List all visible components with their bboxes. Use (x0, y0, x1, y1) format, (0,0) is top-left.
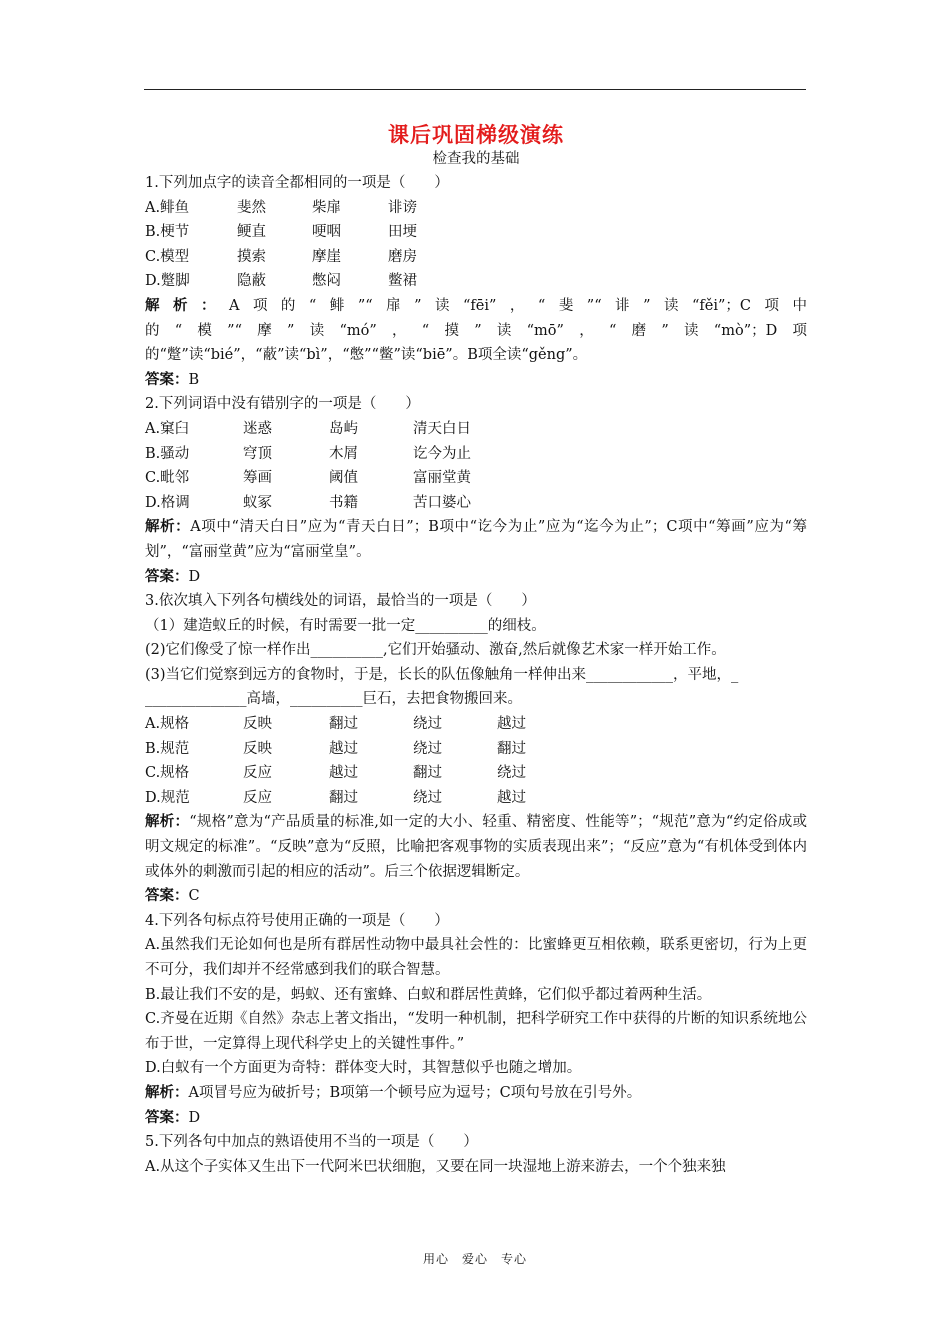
option-cell: 越过 (497, 716, 526, 733)
option-cell: 绕过 (497, 765, 526, 782)
option-cell: 绕过 (413, 716, 442, 733)
q3-option-b (145, 737, 807, 762)
q3-sentence-1: （1）建造蚁丘的时候，有时需要一批一定__________的细枝。 (145, 617, 546, 634)
option-cell: B.骚动 (145, 445, 190, 462)
option-cell: 摸索 (237, 248, 266, 265)
option-cell: 憋闷 (312, 273, 341, 290)
option-cell: D.规范 (145, 789, 190, 806)
q5-option-a: A.从这个子实体又生出下一代阿米巴状细胞，又要在同一块湿地上游来游去，一个个独来独 (145, 1158, 726, 1175)
q4-option-b: B.最让我们不安的是，蚂蚁、还有蜜蜂、白蚁和群居性黄蜂，它们似乎都过着两种生活。 (145, 986, 712, 1003)
q3-option-c (145, 761, 807, 786)
q1-answer (145, 368, 807, 393)
page-title: 课后巩固梯级演练 (388, 122, 564, 147)
analysis-text: A项的“鲱”“扉”读“fēi”，“斐”“诽”读“fěi”；C项中的“模”“摩”读“mó”，“摸”读“mō”，“磨”读“mò”；D项的“蹩”读“bié”，“蔽”读“bì”，“憋”“鳖”读“biē”。B项全读“gěng”。 (145, 297, 807, 364)
answer-label: 答案： (145, 567, 189, 585)
answer-value: B (188, 371, 200, 388)
option-cell: 反映 (243, 740, 272, 757)
option-cell: C.毗邻 (145, 470, 190, 487)
option-cell: 哽咽 (312, 224, 341, 241)
q1-option-c (145, 245, 807, 270)
option-cell: C.规格 (145, 765, 190, 782)
option-cell: D.格调 (145, 494, 190, 511)
option-cell: 绕过 (413, 740, 442, 757)
answer-value: D (188, 568, 201, 585)
q4-stem: 4.下列各句标点符号使用正确的一项是（ ） (145, 912, 449, 929)
q3-sentence-2: (2)它们像受了惊一样作出__________,它们开始骚动、激奋,然后就像艺术家一样开始工作。 (145, 642, 726, 659)
option-cell: 翻过 (413, 765, 442, 782)
option-cell: 讫今为止 (413, 445, 471, 462)
q3-answer (145, 884, 807, 909)
q2-stem: 2.下列词语中没有错别字的一项是（ ） (145, 396, 420, 413)
option-cell: D.蹩脚 (145, 273, 190, 290)
analysis-label: 解析： (145, 1083, 189, 1101)
analysis-text: “规格”意为“产品质量的标准,如一定的大小、轻重、精密度、性能等”；“规范”意为“约定俗成或明文规定的标准”。“反映”意为“反照，比喻把客观事物的实质表现出来”；“反应”意为“有机体受到体内或体外的刺激而引起的相应的活动”。后三个依据逻辑断定。 (145, 814, 807, 880)
answer-value: C (188, 888, 200, 905)
option-cell: 阈值 (329, 470, 358, 487)
option-cell: 柴扉 (312, 199, 341, 216)
analysis-text: A项冒号应为破折号；B项第一个顿号应为逗号；C项句号放在引号外。 (188, 1084, 642, 1101)
q4-option-c: C.齐曼在近期《自然》杂志上著文指出，“发明一种机制，把科学研究工作中获得的片断的知识系统地公布于世，一定算得上现代科学史上的关键性事件。” (145, 1011, 807, 1052)
option-cell: 翻过 (329, 716, 358, 733)
option-cell: A.窠臼 (145, 420, 190, 437)
q1-stem: 1.下列加点字的读音全都相同的一项是（ ） (145, 175, 449, 191)
section-subtitle: 检查我的基础 (432, 151, 520, 167)
option-cell: 反应 (243, 789, 272, 806)
option-cell: 木屑 (329, 445, 358, 462)
q3-sentence-3b: ______________高墙，__________巨石，去把食物搬回来。 (145, 691, 522, 708)
q1-option-a (145, 196, 807, 221)
option-cell: 诽谤 (388, 199, 417, 216)
option-cell: 富丽堂黄 (413, 470, 471, 487)
q1-option-b (145, 220, 807, 245)
option-cell: 越过 (329, 740, 358, 757)
q4-option-d: D.白蚁有一个方面更为奇特：群体变大时，其智慧似乎也随之增加。 (145, 1060, 582, 1077)
option-cell: B.规范 (145, 740, 190, 757)
q1-option-d (145, 269, 807, 294)
option-cell: 清天白日 (413, 420, 471, 437)
option-cell: 摩崖 (312, 248, 341, 265)
option-cell: C.模型 (145, 248, 190, 265)
option-cell: B.梗节 (145, 224, 190, 241)
q2-analysis (145, 515, 807, 564)
q1-analysis (145, 294, 807, 368)
header-rule (144, 89, 806, 90)
analysis-label: 解析： (145, 296, 229, 314)
analysis-label: 解析： (145, 813, 190, 831)
option-cell: 迷惑 (243, 420, 272, 437)
option-cell: 磨房 (388, 248, 417, 265)
analysis-text: A项中“清天白日”应为“青天白日”；B项中“讫今为止”应为“迄今为止”；C项中“筹画”应为“筹划”，“富丽堂黄”应为“富丽堂皇”。 (145, 519, 807, 560)
option-cell: 筹画 (243, 470, 272, 487)
q2-option-a (145, 417, 807, 442)
option-cell: 翻过 (497, 740, 526, 757)
q5-stem: 5.下列各句中加点的熟语使用不当的一项是（ ） (145, 1134, 478, 1151)
option-cell: 岛屿 (329, 420, 358, 437)
answer-label: 答案： (145, 1108, 189, 1126)
option-cell: A.规格 (145, 716, 190, 733)
option-cell: 田埂 (388, 224, 417, 241)
page-footer: 用心 爱心 专心 (422, 1252, 527, 1266)
option-cell: A.鲱鱼 (145, 199, 190, 216)
document-body (145, 122, 807, 1179)
option-cell: 隐蔽 (237, 273, 266, 290)
q2-option-b (145, 442, 807, 467)
q4-answer (145, 1106, 807, 1131)
option-cell: 蚁冢 (243, 494, 272, 511)
option-cell: 鲠直 (237, 224, 266, 241)
analysis-label: 解析： (145, 518, 191, 536)
q2-answer (145, 565, 807, 590)
q2-option-c (145, 466, 807, 491)
option-cell: 越过 (497, 789, 526, 806)
option-cell: 斐然 (237, 199, 266, 216)
option-cell: 书籍 (329, 494, 358, 511)
option-cell: 苦口婆心 (413, 494, 471, 511)
q3-sentence-3a: (3)当它们觉察到远方的食物时，于是，长长的队伍像触角一样伸出来____________，平地，_ (145, 666, 739, 683)
option-cell: 越过 (329, 765, 358, 782)
answer-value: D (188, 1109, 201, 1126)
option-cell: 鳖裙 (388, 273, 417, 290)
q3-analysis (145, 810, 807, 884)
option-cell: 反应 (243, 765, 272, 782)
q3-option-a (145, 712, 807, 737)
option-cell: 翻过 (329, 789, 358, 806)
answer-label: 答案： (145, 887, 189, 905)
option-cell: 反映 (243, 716, 272, 733)
q4-option-a: A.虽然我们无论如何也是所有群居性动物中最具社会性的：比蜜蜂更互相依赖，联系更密切，行为上更不可分，我们却并不经常感到我们的联合智慧。 (145, 937, 807, 978)
q3-stem: 3.依次填入下列各句横线处的词语，最恰当的一项是（ ） (145, 593, 536, 610)
q4-analysis (145, 1081, 807, 1106)
option-cell: 绕过 (413, 789, 442, 806)
q3-option-d (145, 786, 807, 811)
q2-option-d (145, 491, 807, 516)
answer-label: 答案： (145, 370, 189, 388)
option-cell: 穹顶 (243, 445, 272, 462)
